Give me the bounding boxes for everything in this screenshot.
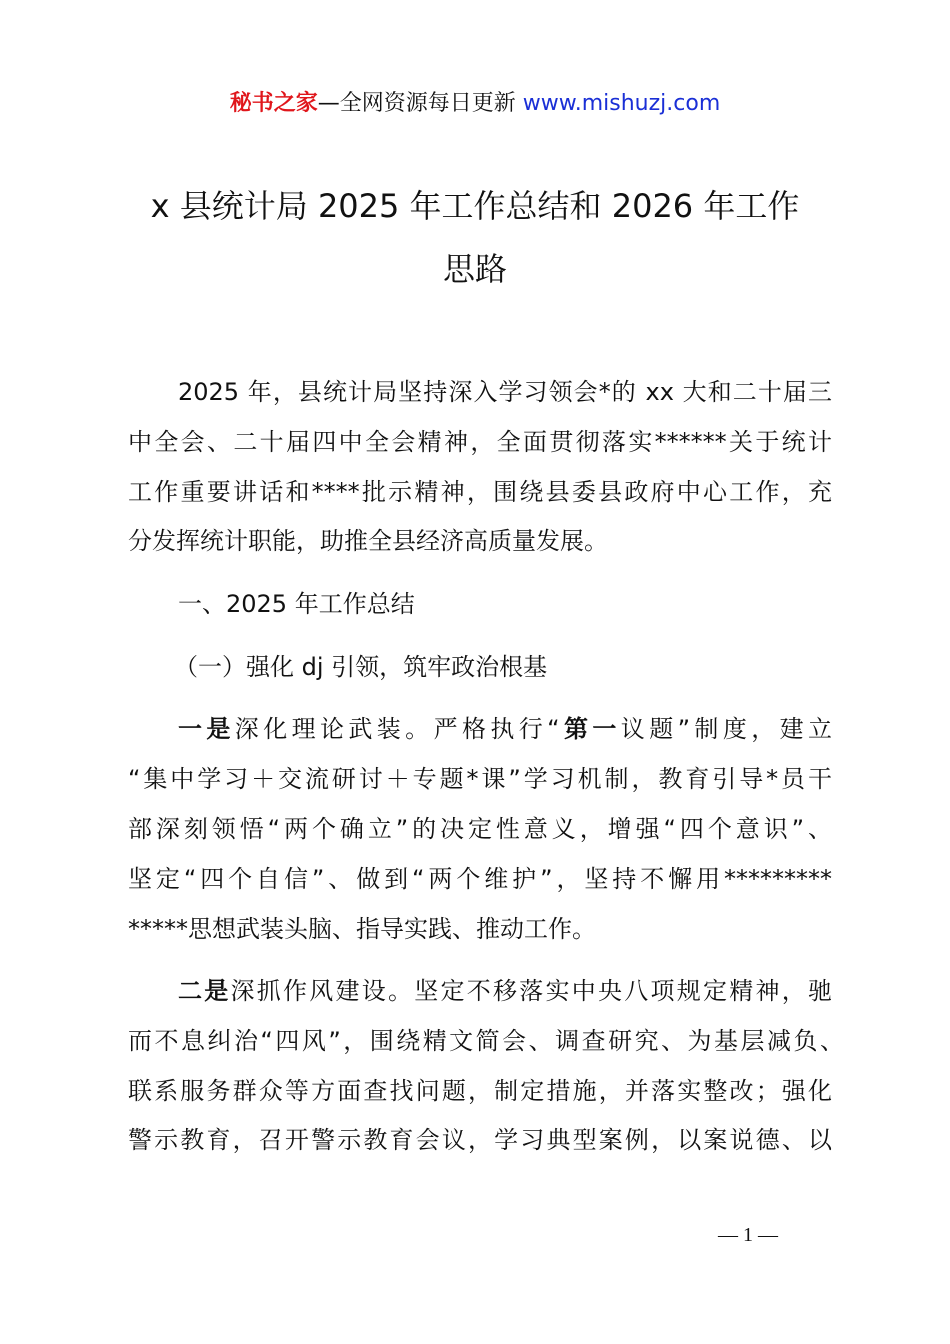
- item1-line: 坚定“四个自信”、做到“两个维护”，坚持不懈用*********: [128, 865, 832, 893]
- item1-lead: 一是: [178, 715, 235, 743]
- site-url-link[interactable]: www.mishuzj.com: [522, 91, 721, 116]
- item2-text: 深抓作风建设。坚定不移落实中央八项规定精神，驰: [230, 977, 832, 1005]
- item2-first-line: [178, 974, 832, 1008]
- intro-line: 分发挥统计职能，助推全县经济高质量发展。: [128, 527, 608, 555]
- item1-line: 部深刻领悟“两个确立”的决定性意义，增强“四个意识”、: [128, 815, 832, 843]
- item2-lead: 二是: [178, 977, 231, 1005]
- item1-text: 深化理论武装。严格执行“: [234, 715, 560, 743]
- intro-line: 工作重要讲话和****批示精神，围绕县委县政府中心工作，充: [128, 478, 832, 506]
- item1-bold-text: 第一: [559, 715, 621, 743]
- item1-text: 议题”制度，建立: [620, 715, 833, 743]
- item1-first-line: [178, 712, 832, 746]
- document-title-line-1: x 县统计局 2025 年工作总结和 2026 年工作: [150, 187, 800, 225]
- document-title-line-2: 思路: [442, 250, 507, 288]
- item2-line: 而不息纠治“四风”，围绕精文简会、调查研究、为基层减负、: [128, 1027, 844, 1055]
- intro-line: 中全会、二十届四中全会精神，全面贯彻落实******关于统计: [128, 428, 832, 456]
- section-heading: 一、2025 年工作总结: [178, 590, 415, 618]
- brand-name: 秘书之家: [229, 91, 318, 116]
- item2-line: 联系服务群众等方面查找问题，制定措施，并落实整改；强化: [128, 1077, 832, 1105]
- page-number: — 1 —: [718, 1224, 778, 1246]
- item1-line: *****思想武装头脑、指导实践、推动工作。: [128, 915, 596, 943]
- item1-line: “集中学习＋交流研讨＋专题*课”学习机制，教育引导*员干: [128, 765, 832, 793]
- subsection-heading: （一）强化 dj 引领，筑牢政治根基: [174, 653, 548, 681]
- site-header: [0, 88, 950, 120]
- item2-line: 警示教育，召开警示教育会议，学习典型案例，以案说德、以: [128, 1126, 832, 1154]
- header-tagline: —全网资源每日更新: [317, 91, 523, 116]
- intro-line: 2025 年，县统计局坚持深入学习领会*的 xx 大和二十届三: [178, 378, 832, 406]
